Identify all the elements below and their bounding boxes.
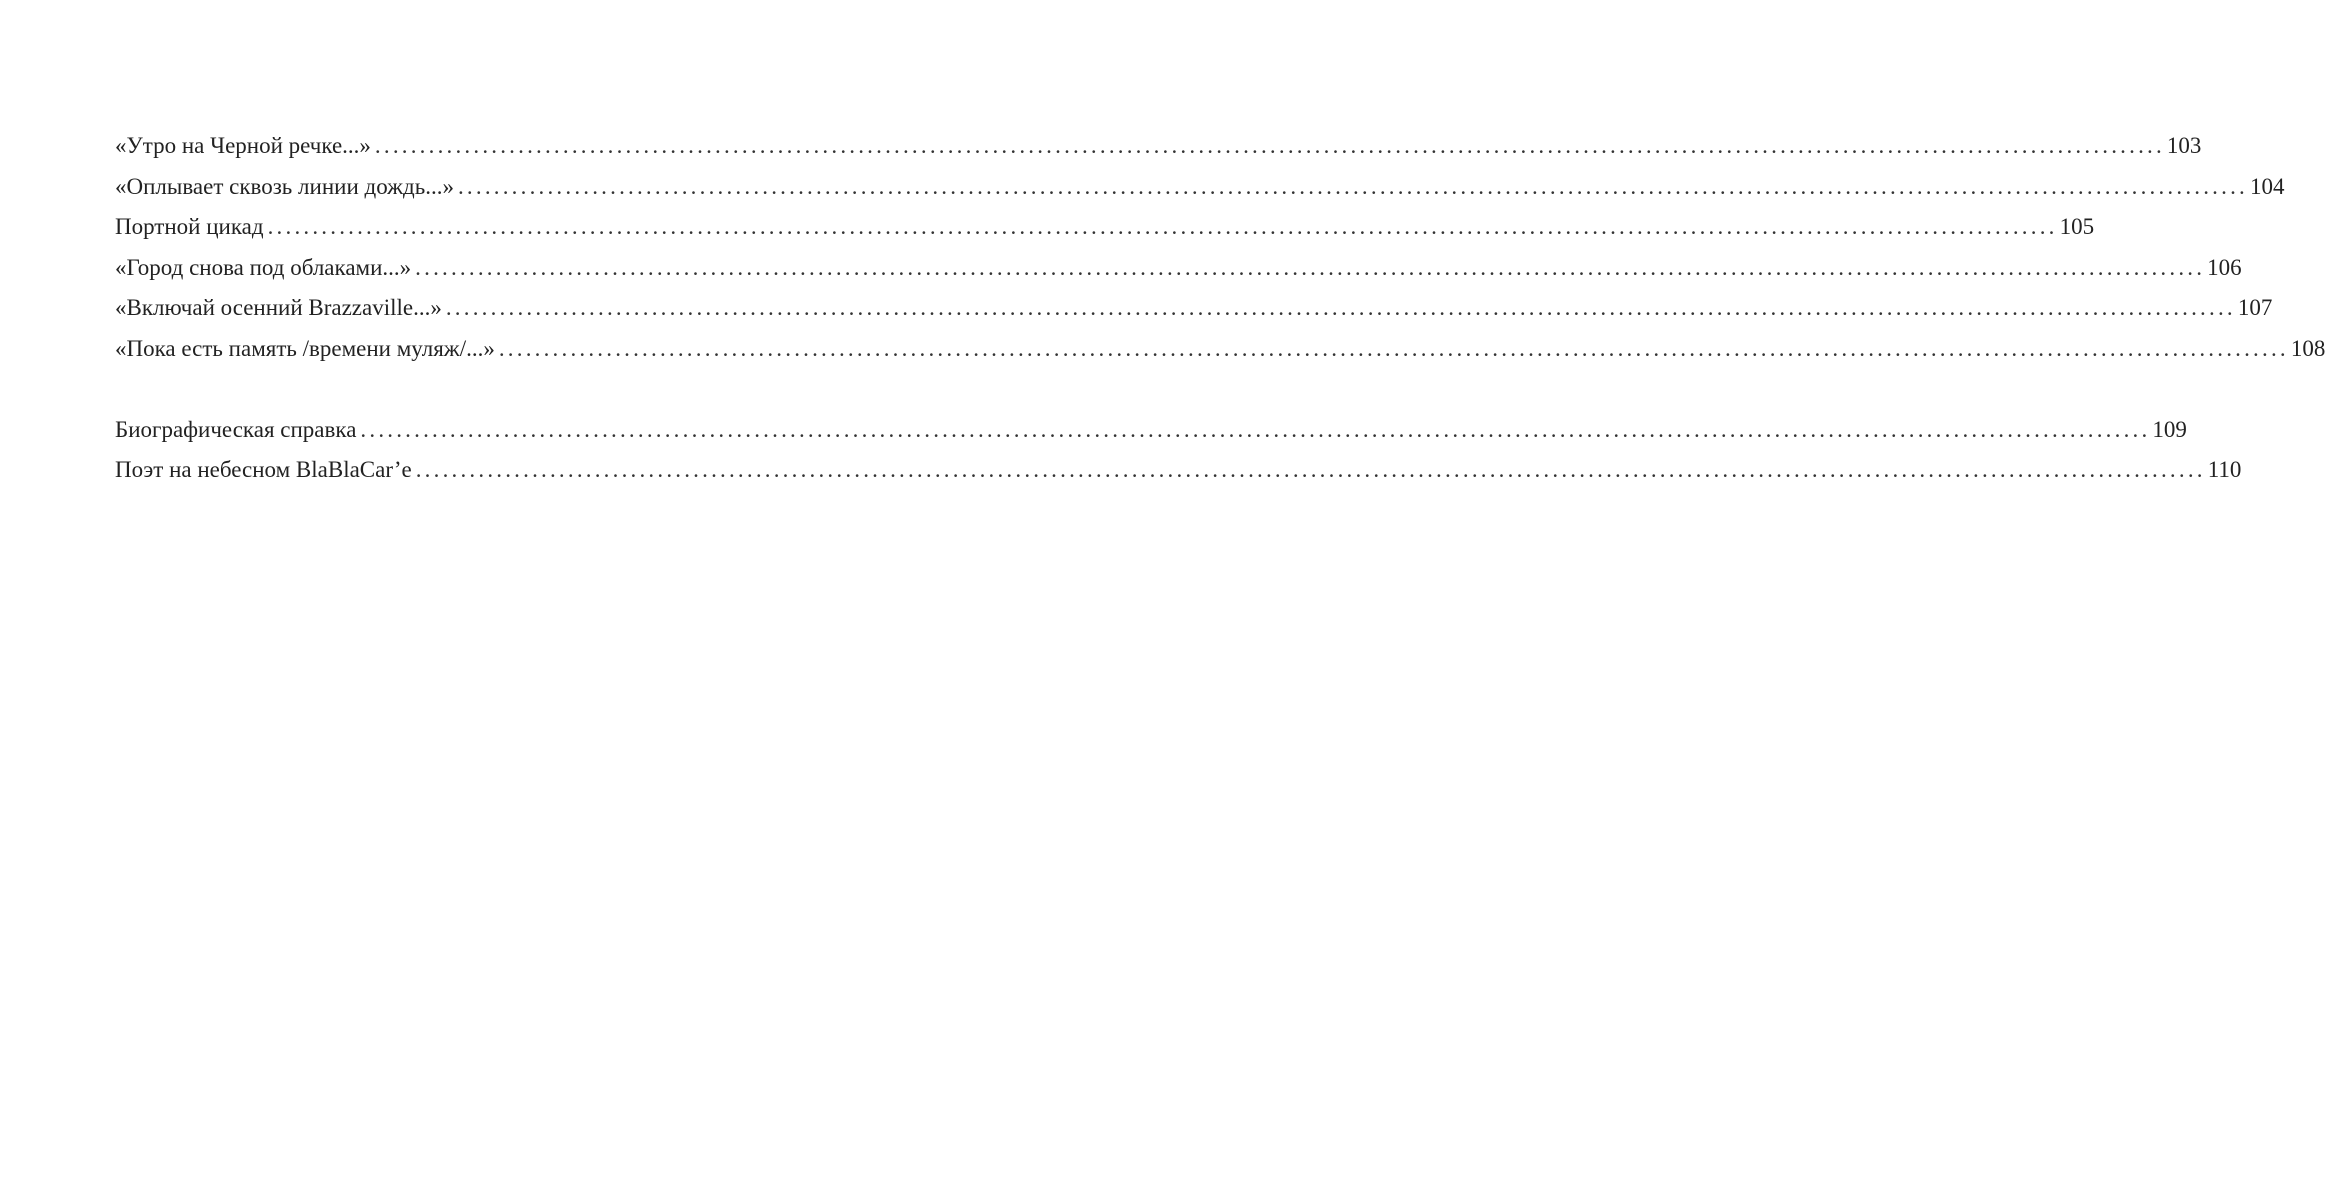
- toc-entry[interactable]: [115, 126, 2202, 167]
- toc-entry[interactable]: [115, 329, 2325, 370]
- toc-entry-title: «Город снова под облаками...»: [115, 254, 412, 280]
- dot-leader: ........................................................................................................................................................................................................: [498, 335, 2289, 361]
- toc-entry[interactable]: [115, 248, 2242, 289]
- toc-entry-page-number: 110: [2207, 457, 2242, 482]
- toc-entry-title: «Пока есть память /времени муляж/...»: [115, 335, 495, 361]
- toc-section-appendix: [115, 410, 2242, 491]
- toc-entry-title: «Оплывает сквозь линии дождь...»: [115, 173, 454, 199]
- toc-entry-page-number: 107: [2237, 295, 2273, 320]
- toc-entry-title: Портной цикад: [115, 214, 264, 239]
- toc-entry-title: Биографическая справка: [115, 416, 357, 442]
- toc-entry-title: Поэт на небесном BlaBlaCar’е: [115, 457, 412, 482]
- toc-entry[interactable]: [115, 288, 2273, 329]
- toc-entry-page-number: 103: [2166, 133, 2202, 158]
- toc-entry-page-number: 105: [2059, 214, 2095, 239]
- dot-leader: ........................................................................................................................................................................................................: [457, 173, 2248, 199]
- dot-leader: ........................................................................................................................................................................................................: [415, 254, 2206, 280]
- toc-entry-page-number: 108: [2290, 335, 2325, 361]
- table-of-contents: [115, 126, 2325, 491]
- dot-leader: ........................................................................................................................................................................................................: [374, 133, 2165, 158]
- toc-entry[interactable]: [115, 410, 2187, 451]
- toc-entry[interactable]: [115, 167, 2285, 208]
- dot-leader: ........................................................................................................................................................................................................: [267, 214, 2058, 239]
- dot-leader: ........................................................................................................................................................................................................: [415, 457, 2206, 482]
- toc-entry-page-number: 106: [2207, 254, 2242, 280]
- toc-section-poems: [115, 126, 2325, 369]
- toc-entry[interactable]: [115, 450, 2242, 491]
- toc-entry-page-number: 104: [2249, 173, 2285, 199]
- toc-entry[interactable]: [115, 207, 2095, 248]
- dot-leader: ........................................................................................................................................................................................................: [360, 416, 2151, 442]
- toc-entry-page-number: 109: [2152, 416, 2187, 442]
- dot-leader: ........................................................................................................................................................................................................: [445, 295, 2236, 320]
- toc-entry-title: «Утро на Черной речке...»: [115, 133, 371, 158]
- toc-entry-title: «Включай осенний Brazzaville...»: [115, 295, 442, 320]
